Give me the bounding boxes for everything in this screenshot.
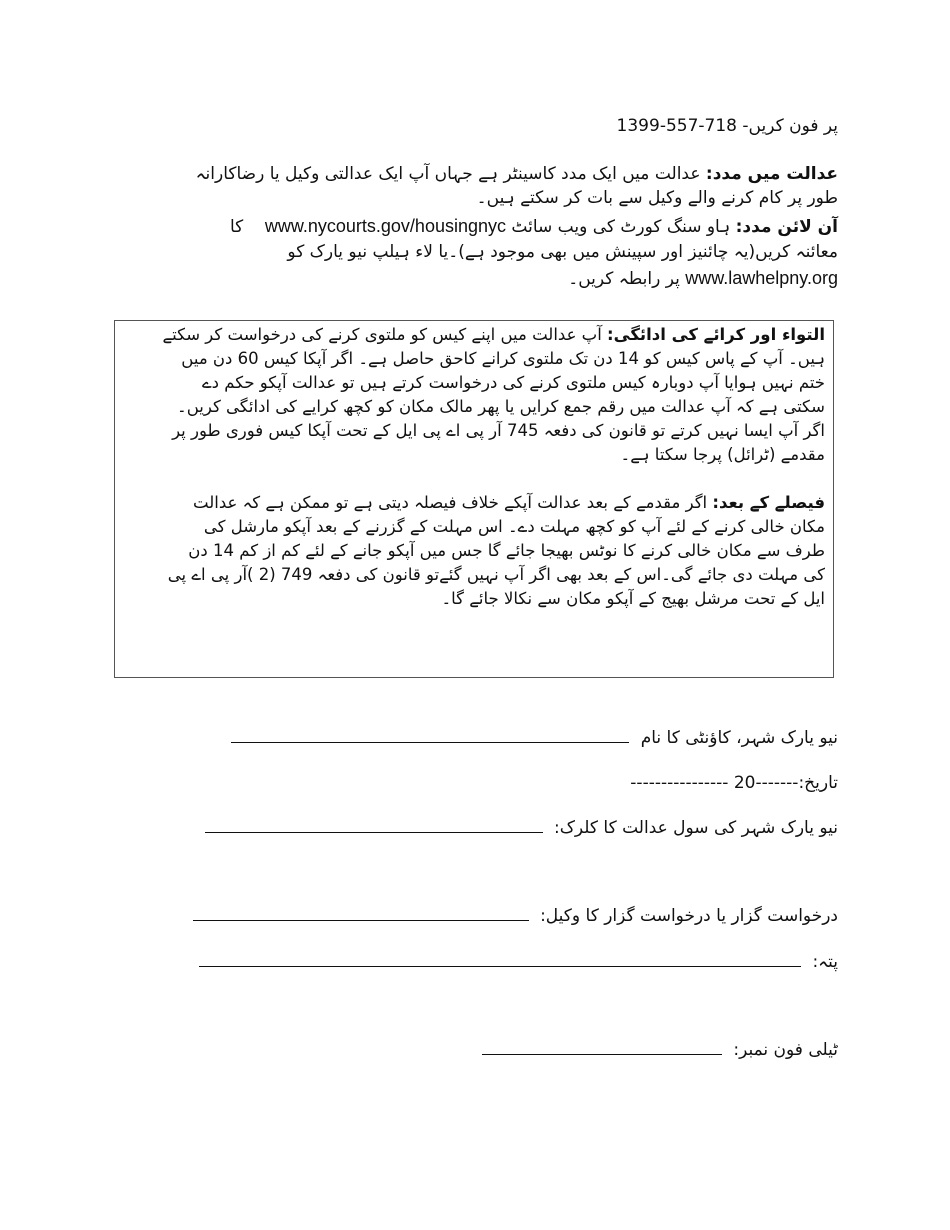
after-judgment-line: ایل کے تحت مرشل بھیج کے آپکو مکان سے نکالا جائے گا۔ — [441, 589, 825, 608]
adjournment-label: التواء اور کرائے کی ادائگی: — [607, 325, 825, 344]
county-blank-line[interactable] — [231, 724, 629, 743]
clerk-blank-line[interactable] — [205, 814, 543, 833]
attorney-blank-line[interactable] — [193, 902, 529, 921]
online-help-line-1 — [230, 214, 838, 239]
adjournment-paragraph — [123, 323, 825, 467]
county-label: نیو یارک شہر، کاؤنٹی کا نام — [640, 728, 838, 748]
lawhelp-text: پر رابطہ کریں۔ — [568, 269, 680, 289]
address-label: پتہ: — [812, 952, 838, 972]
adjournment-line: سکتی ہے کہ آپ عدالت میں رقم جمع کرایں یا پھر مالک مکان کو کچھ کرایے کی ادائگی کریں۔ — [177, 397, 825, 416]
lawhelp-link[interactable]: www.lawhelpny.org — [685, 268, 838, 288]
after-judgment-line: اگر مقدمے کے بعد عدالت آپکے خلاف فیصلہ دیتی ہے تو ممکن ہے کہ عدالت — [193, 493, 708, 512]
housing-court-link[interactable]: www.nycourts.gov/housingnyc — [264, 216, 506, 236]
date-label[interactable]: تاریخ:-------20 ---------------- — [630, 773, 838, 793]
after-judgment-line: طرف سے مکان خالی کرنے کا نوٹس بھیجا جائے گا جس میں آپکو جانے کے لئے کم از کم 14 دن — [188, 541, 825, 560]
adjournment-line: مقدمے (ٹرائل) پرجا سکتا ہے۔ — [620, 445, 825, 464]
info-box — [114, 320, 834, 678]
address-field — [199, 948, 838, 975]
clerk-label: نیو یارک شہر کی سول عدالت کا کلرک: — [553, 818, 838, 838]
online-help-label: آن لائن مدد: — [735, 217, 838, 237]
adjournment-line: آپ عدالت میں اپنے کیس کو ملتوی کرنے کی درخواست کر سکتے — [162, 325, 602, 344]
online-help-text-a: ہاو سنگ کورٹ کی ویب سائٹ — [511, 217, 731, 237]
county-field — [231, 724, 838, 751]
phone-field — [482, 1036, 838, 1063]
adjournment-line: اگر آپ ایسا نہیں کرتے تو قانون کی دفعہ 745 آر پی اے پی ایل کے تحت آپکا کیس فوری طور پر — [172, 421, 825, 440]
court-help-label: عدالت میں مدد: — [705, 164, 838, 184]
attorney-field — [193, 902, 838, 929]
phone-line: پر فون کریں- 718-557-1399 — [616, 116, 838, 136]
after-judgment-paragraph — [123, 491, 825, 611]
after-judgment-line: کی مہلت دی جائے گی۔اس کے بعد بھی اگر آپ نہیں گئےتو قانون کی دفعہ 749 (2 )آر پی اے پی — [167, 565, 825, 584]
court-help-line-1 — [196, 162, 838, 186]
phone-label: ٹیلی فون نمبر: — [733, 1040, 838, 1060]
phone-blank-line[interactable] — [482, 1036, 722, 1055]
court-help-line-2: طور پر کام کرنے والے وکیل سے بات کر سکتے ہیں۔ — [476, 188, 838, 208]
after-judgment-line: مکان خالی کرنے کے لئے آپ کو کچھ مہلت دے۔ اس مہلت کے گزرنے کے بعد آپکو مارشل کی — [203, 517, 825, 536]
adjournment-line: ہیں۔ آپ کے پاس کیس کو 14 دن تک ملتوی کرانے کاحق حاصل ہے۔ اگر آپکا کیس 60 دن میں — [181, 349, 825, 368]
online-help-line-2: معائنہ کریں(یہ چائنیز اور سپینش میں بھی موجود ہے)۔یا لاء ہیلپ نیو یارک کو — [287, 242, 838, 262]
court-help-text-1: عدالت میں ایک مدد کاسینٹر ہے جہاں آپ ایک عدالتی وکیل یا رضاکارانہ — [195, 164, 701, 184]
after-judgment-label: فیصلے کے بعد: — [712, 493, 825, 512]
online-help-text-b: کا — [229, 217, 244, 237]
adjournment-line: ختم نہیں ہوایا آپ دوبارہ کیس ملتوی کرنے کی درخواست کرتے ہیں تو عدالت آپکو حکم دے — [201, 373, 825, 392]
lawhelp-line — [568, 266, 838, 291]
address-blank-line[interactable] — [199, 948, 801, 967]
date-field — [630, 770, 838, 796]
attorney-label: درخواست گزار یا درخواست گزار کا وکیل: — [540, 906, 838, 926]
clerk-field — [205, 814, 838, 841]
